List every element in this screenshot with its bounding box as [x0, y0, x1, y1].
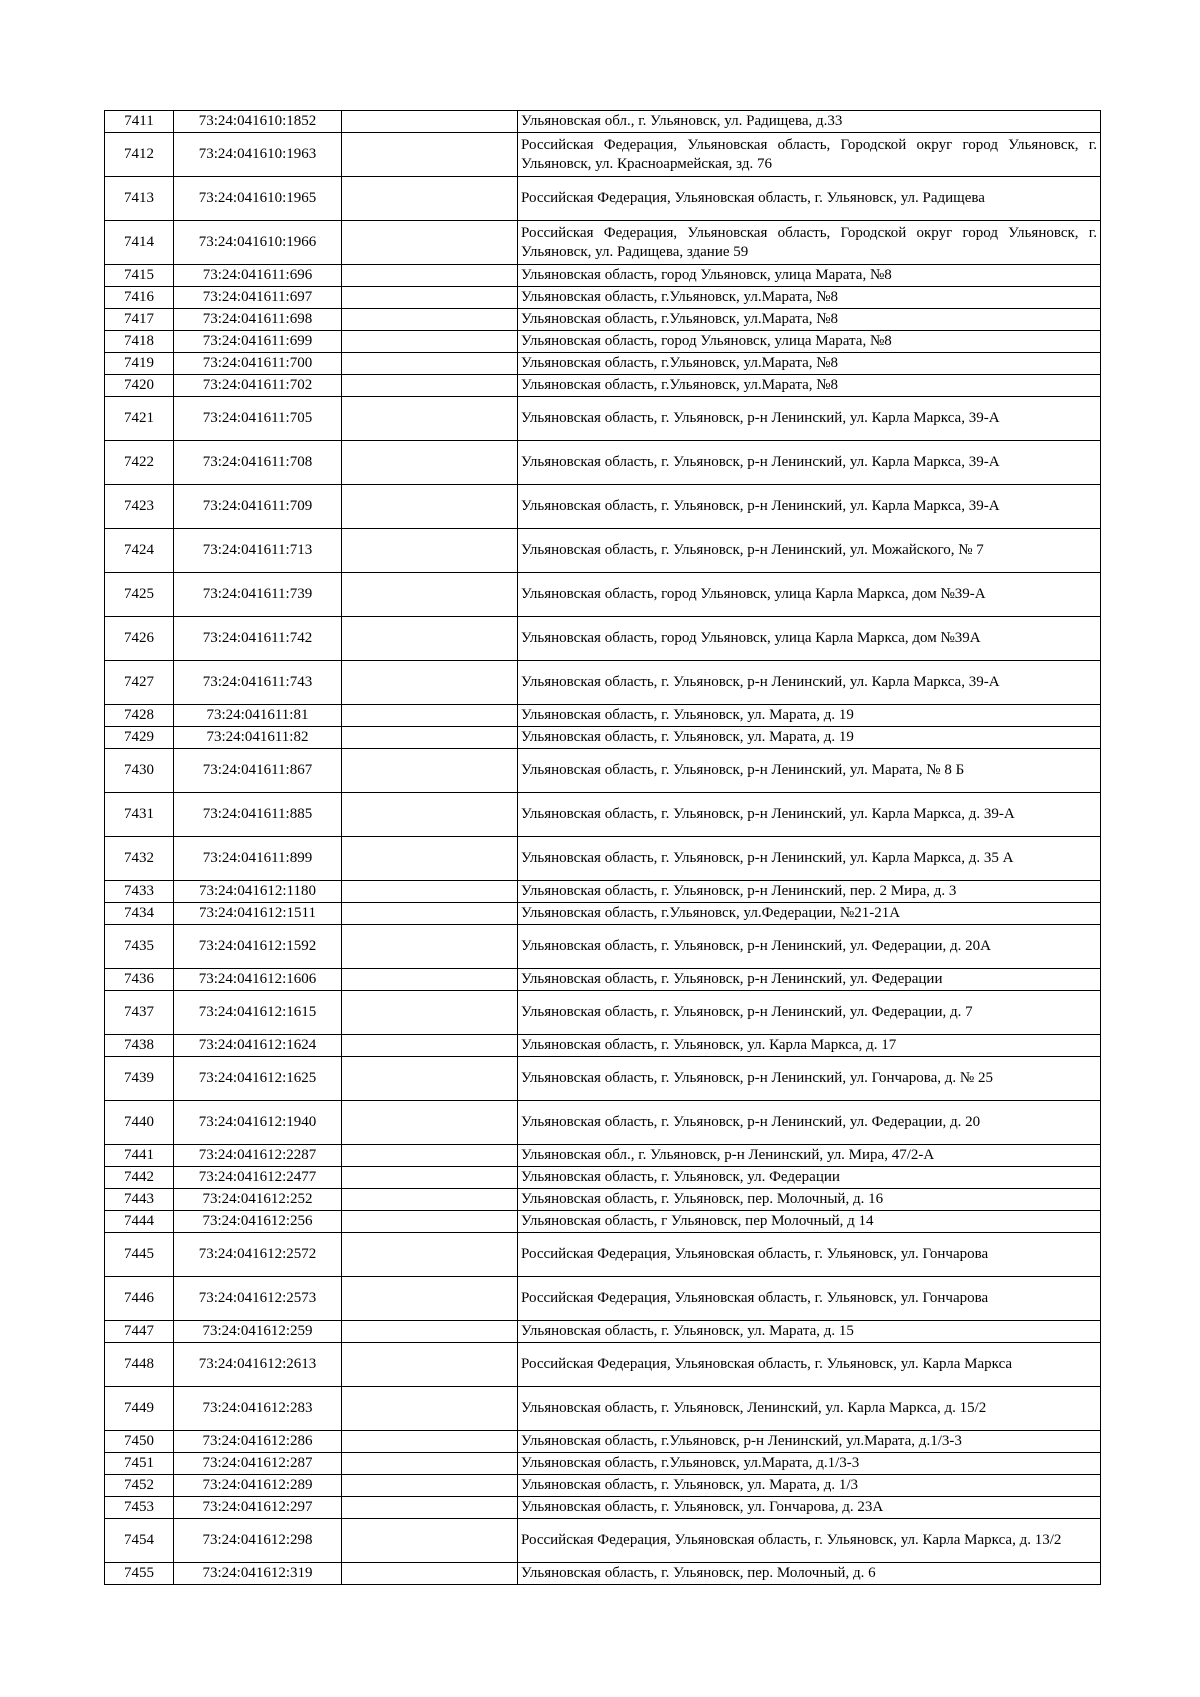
- table-row: [105, 1519, 1101, 1563]
- empty-cell: [342, 661, 518, 705]
- table-row: [105, 1189, 1101, 1211]
- cadastral-number-cell: 73:24:041611:702: [174, 375, 342, 397]
- table-row: [105, 661, 1101, 705]
- row-number-cell: 7436: [105, 969, 174, 991]
- cadastral-table: [104, 110, 1101, 1585]
- address-cell: Ульяновская область, г. Ульяновск, ул. Карла Маркса, д. 17: [518, 1035, 1101, 1057]
- table-row: [105, 1057, 1101, 1101]
- empty-cell: [342, 1233, 518, 1277]
- cadastral-number-cell: 73:24:041610:1852: [174, 111, 342, 133]
- table-row: [105, 1101, 1101, 1145]
- row-number-cell: 7434: [105, 903, 174, 925]
- address-cell: Ульяновская область, город Ульяновск, улица Карла Маркса, дом №39-А: [518, 573, 1101, 617]
- table-row: [105, 177, 1101, 221]
- cadastral-number-cell: 73:24:041611:739: [174, 573, 342, 617]
- empty-cell: [342, 793, 518, 837]
- row-number-cell: 7435: [105, 925, 174, 969]
- address-cell: Ульяновская область, город Ульяновск, улица Марата, №8: [518, 265, 1101, 287]
- row-number-cell: 7440: [105, 1101, 174, 1145]
- empty-cell: [342, 705, 518, 727]
- document-page: [104, 110, 1101, 1585]
- cadastral-number-cell: 73:24:041610:1965: [174, 177, 342, 221]
- cadastral-number-cell: 73:24:041612:289: [174, 1475, 342, 1497]
- table-row: [105, 1387, 1101, 1431]
- row-number-cell: 7412: [105, 133, 174, 177]
- empty-cell: [342, 1387, 518, 1431]
- address-cell: Ульяновская область, г. Ульяновск, р-н Ленинский, ул. Карла Маркса, 39-А: [518, 441, 1101, 485]
- address-cell: Ульяновская область, г. Ульяновск, ул. Марата, д. 15: [518, 1321, 1101, 1343]
- row-number-cell: 7429: [105, 727, 174, 749]
- empty-cell: [342, 881, 518, 903]
- cadastral-number-cell: 73:24:041611:82: [174, 727, 342, 749]
- empty-cell: [342, 617, 518, 661]
- table-row: [105, 111, 1101, 133]
- row-number-cell: 7432: [105, 837, 174, 881]
- table-row: [105, 903, 1101, 925]
- table-row: [105, 265, 1101, 287]
- empty-cell: [342, 1189, 518, 1211]
- cadastral-number-cell: 73:24:041611:743: [174, 661, 342, 705]
- cadastral-number-cell: 73:24:041612:2572: [174, 1233, 342, 1277]
- address-cell: Российская Федерация, Ульяновская область, Городской округ город Ульяновск, г. Ульяновск, ул. Радищева, здание 59: [518, 221, 1101, 265]
- address-cell: Ульяновская область, г. Ульяновск, пер. Молочный, д. 6: [518, 1563, 1101, 1585]
- row-number-cell: 7411: [105, 111, 174, 133]
- address-cell: Российская Федерация, Ульяновская область, г. Ульяновск, ул. Карла Маркса, д. 13/2: [518, 1519, 1101, 1563]
- address-cell: Ульяновская область, г.Ульяновск, р-н Ленинский, ул.Марата, д.1/3-3: [518, 1431, 1101, 1453]
- address-cell: Российская Федерация, Ульяновская область, г. Ульяновск, ул. Гончарова: [518, 1233, 1101, 1277]
- address-cell: Ульяновская область, г. Ульяновск, р-н Ленинский, ул. Марата, № 8 Б: [518, 749, 1101, 793]
- empty-cell: [342, 331, 518, 353]
- address-cell: Ульяновская область, г. Ульяновск, р-н Ленинский, ул. Федерации, д. 7: [518, 991, 1101, 1035]
- table-row: [105, 1167, 1101, 1189]
- row-number-cell: 7443: [105, 1189, 174, 1211]
- address-cell: Ульяновская область, г.Ульяновск, ул.Марата, №8: [518, 287, 1101, 309]
- row-number-cell: 7427: [105, 661, 174, 705]
- cadastral-number-cell: 73:24:041611:713: [174, 529, 342, 573]
- empty-cell: [342, 133, 518, 177]
- empty-cell: [342, 727, 518, 749]
- address-cell: Ульяновская область, г. Ульяновск, р-н Ленинский, ул. Карла Маркса, 39-А: [518, 397, 1101, 441]
- cadastral-number-cell: 73:24:041612:2287: [174, 1145, 342, 1167]
- table-row: [105, 309, 1101, 331]
- row-number-cell: 7454: [105, 1519, 174, 1563]
- table-row: [105, 1145, 1101, 1167]
- empty-cell: [342, 1343, 518, 1387]
- table-row: [105, 1277, 1101, 1321]
- cadastral-number-cell: 73:24:041612:256: [174, 1211, 342, 1233]
- row-number-cell: 7450: [105, 1431, 174, 1453]
- empty-cell: [342, 441, 518, 485]
- table-row: [105, 1211, 1101, 1233]
- row-number-cell: 7439: [105, 1057, 174, 1101]
- row-number-cell: 7423: [105, 485, 174, 529]
- row-number-cell: 7452: [105, 1475, 174, 1497]
- address-cell: Ульяновская область, г. Ульяновск, ул. Марата, д. 1/3: [518, 1475, 1101, 1497]
- address-cell: Ульяновская область, г. Ульяновск, Ленинский, ул. Карла Маркса, д. 15/2: [518, 1387, 1101, 1431]
- row-number-cell: 7444: [105, 1211, 174, 1233]
- table-row: [105, 573, 1101, 617]
- address-cell: Ульяновская область, г. Ульяновск, ул. Гончарова, д. 23А: [518, 1497, 1101, 1519]
- table-row: [105, 485, 1101, 529]
- cadastral-number-cell: 73:24:041612:1511: [174, 903, 342, 925]
- table-row: [105, 705, 1101, 727]
- row-number-cell: 7425: [105, 573, 174, 617]
- empty-cell: [342, 1101, 518, 1145]
- empty-cell: [342, 1035, 518, 1057]
- empty-cell: [342, 1497, 518, 1519]
- table-row: [105, 1497, 1101, 1519]
- cadastral-number-cell: 73:24:041610:1963: [174, 133, 342, 177]
- row-number-cell: 7438: [105, 1035, 174, 1057]
- empty-cell: [342, 1321, 518, 1343]
- row-number-cell: 7446: [105, 1277, 174, 1321]
- address-cell: Ульяновская область, г. Ульяновск, пер. Молочный, д. 16: [518, 1189, 1101, 1211]
- cadastral-number-cell: 73:24:041612:259: [174, 1321, 342, 1343]
- cadastral-number-cell: 73:24:041612:283: [174, 1387, 342, 1431]
- row-number-cell: 7428: [105, 705, 174, 727]
- table-row: [105, 1475, 1101, 1497]
- cadastral-number-cell: 73:24:041612:1624: [174, 1035, 342, 1057]
- row-number-cell: 7448: [105, 1343, 174, 1387]
- table-row: [105, 1431, 1101, 1453]
- cadastral-number-cell: 73:24:041612:1180: [174, 881, 342, 903]
- empty-cell: [342, 991, 518, 1035]
- empty-cell: [342, 485, 518, 529]
- address-cell: Ульяновская область, г. Ульяновск, р-н Ленинский, ул. Гончарова, д. № 25: [518, 1057, 1101, 1101]
- table-row: [105, 133, 1101, 177]
- row-number-cell: 7449: [105, 1387, 174, 1431]
- address-cell: Ульяновская область, г.Ульяновск, ул.Федерации, №21-21А: [518, 903, 1101, 925]
- row-number-cell: 7431: [105, 793, 174, 837]
- table-row: [105, 749, 1101, 793]
- cadastral-number-cell: 73:24:041611:709: [174, 485, 342, 529]
- address-cell: Ульяновская область, г. Ульяновск, р-н Ленинский, ул. Федерации, д. 20А: [518, 925, 1101, 969]
- empty-cell: [342, 177, 518, 221]
- table-row: [105, 617, 1101, 661]
- address-cell: Российская Федерация, Ульяновская область, г. Ульяновск, ул. Гончарова: [518, 1277, 1101, 1321]
- cadastral-number-cell: 73:24:041611:899: [174, 837, 342, 881]
- address-cell: Ульяновская область, г. Ульяновск, р-н Ленинский, ул. Карла Маркса, д. 39-А: [518, 793, 1101, 837]
- address-cell: Ульяновская область, г. Ульяновск, р-н Ленинский, ул. Карла Маркса, 39-А: [518, 661, 1101, 705]
- row-number-cell: 7416: [105, 287, 174, 309]
- empty-cell: [342, 837, 518, 881]
- address-cell: Ульяновская обл., г. Ульяновск, ул. Радищева, д.33: [518, 111, 1101, 133]
- table-row: [105, 793, 1101, 837]
- address-cell: Ульяновская область, г. Ульяновск, ул. Марата, д. 19: [518, 705, 1101, 727]
- row-number-cell: 7422: [105, 441, 174, 485]
- empty-cell: [342, 749, 518, 793]
- row-number-cell: 7453: [105, 1497, 174, 1519]
- address-cell: Ульяновская область, г.Ульяновск, ул.Марата, д.1/3-3: [518, 1453, 1101, 1475]
- cadastral-number-cell: 73:24:041612:298: [174, 1519, 342, 1563]
- cadastral-number-cell: 73:24:041611:696: [174, 265, 342, 287]
- cadastral-number-cell: 73:24:041611:697: [174, 287, 342, 309]
- row-number-cell: 7442: [105, 1167, 174, 1189]
- empty-cell: [342, 1211, 518, 1233]
- table-row: [105, 331, 1101, 353]
- cadastral-number-cell: 73:24:041612:2613: [174, 1343, 342, 1387]
- table-row: [105, 441, 1101, 485]
- empty-cell: [342, 111, 518, 133]
- address-cell: Ульяновская область, г. Ульяновск, р-н Ленинский, ул. Карла Маркса, 39-А: [518, 485, 1101, 529]
- table-row: [105, 969, 1101, 991]
- row-number-cell: 7455: [105, 1563, 174, 1585]
- table-row: [105, 353, 1101, 375]
- row-number-cell: 7437: [105, 991, 174, 1035]
- address-cell: Ульяновская область, г.Ульяновск, ул.Марата, №8: [518, 309, 1101, 331]
- empty-cell: [342, 1145, 518, 1167]
- row-number-cell: 7415: [105, 265, 174, 287]
- row-number-cell: 7424: [105, 529, 174, 573]
- table-row: [105, 375, 1101, 397]
- address-cell: Ульяновская область, г. Ульяновск, ул. Федерации: [518, 1167, 1101, 1189]
- address-cell: Российская Федерация, Ульяновская область, г. Ульяновск, ул. Карла Маркса: [518, 1343, 1101, 1387]
- table-row: [105, 991, 1101, 1035]
- address-cell: Ульяновская область, г. Ульяновск, р-н Ленинский, ул. Можайского, № 7: [518, 529, 1101, 573]
- row-number-cell: 7433: [105, 881, 174, 903]
- empty-cell: [342, 925, 518, 969]
- cadastral-number-cell: 73:24:041612:2477: [174, 1167, 342, 1189]
- row-number-cell: 7430: [105, 749, 174, 793]
- table-row: [105, 221, 1101, 265]
- empty-cell: [342, 1277, 518, 1321]
- empty-cell: [342, 309, 518, 331]
- row-number-cell: 7414: [105, 221, 174, 265]
- row-number-cell: 7421: [105, 397, 174, 441]
- address-cell: Ульяновская область, город Ульяновск, улица Марата, №8: [518, 331, 1101, 353]
- table-row: [105, 397, 1101, 441]
- cadastral-number-cell: 73:24:041612:287: [174, 1453, 342, 1475]
- cadastral-number-cell: 73:24:041612:1625: [174, 1057, 342, 1101]
- table-row: [105, 1035, 1101, 1057]
- cadastral-number-cell: 73:24:041612:2573: [174, 1277, 342, 1321]
- empty-cell: [342, 969, 518, 991]
- address-cell: Ульяновская область, г. Ульяновск, р-н Ленинский, ул. Федерации, д. 20: [518, 1101, 1101, 1145]
- row-number-cell: 7418: [105, 331, 174, 353]
- address-cell: Ульяновская область, г.Ульяновск, ул.Марата, №8: [518, 353, 1101, 375]
- row-number-cell: 7419: [105, 353, 174, 375]
- address-cell: Ульяновская область, г.Ульяновск, ул.Марата, №8: [518, 375, 1101, 397]
- address-cell: Российская Федерация, Ульяновская область, Городской округ город Ульяновск, г. Ульяновск, ул. Красноармейская, зд. 76: [518, 133, 1101, 177]
- row-number-cell: 7447: [105, 1321, 174, 1343]
- cadastral-number-cell: 73:24:041612:252: [174, 1189, 342, 1211]
- empty-cell: [342, 573, 518, 617]
- empty-cell: [342, 1057, 518, 1101]
- empty-cell: [342, 221, 518, 265]
- row-number-cell: 7417: [105, 309, 174, 331]
- empty-cell: [342, 903, 518, 925]
- empty-cell: [342, 397, 518, 441]
- table-row: [105, 529, 1101, 573]
- cadastral-number-cell: 73:24:041612:1940: [174, 1101, 342, 1145]
- table-row: [105, 837, 1101, 881]
- address-cell: Ульяновская область, г Ульяновск, пер Молочный, д 14: [518, 1211, 1101, 1233]
- empty-cell: [342, 1431, 518, 1453]
- table-row: [105, 727, 1101, 749]
- row-number-cell: 7451: [105, 1453, 174, 1475]
- cadastral-number-cell: 73:24:041611:867: [174, 749, 342, 793]
- cadastral-number-cell: 73:24:041611:885: [174, 793, 342, 837]
- cadastral-number-cell: 73:24:041611:742: [174, 617, 342, 661]
- cadastral-number-cell: 73:24:041612:1592: [174, 925, 342, 969]
- empty-cell: [342, 287, 518, 309]
- address-cell: Ульяновская область, г. Ульяновск, р-н Ленинский, ул. Карла Маркса, д. 35 А: [518, 837, 1101, 881]
- empty-cell: [342, 1475, 518, 1497]
- row-number-cell: 7445: [105, 1233, 174, 1277]
- cadastral-number-cell: 73:24:041612:286: [174, 1431, 342, 1453]
- address-cell: Российская Федерация, Ульяновская область, г. Ульяновск, ул. Радищева: [518, 177, 1101, 221]
- empty-cell: [342, 529, 518, 573]
- row-number-cell: 7420: [105, 375, 174, 397]
- table-row: [105, 1453, 1101, 1475]
- cadastral-number-cell: 73:24:041611:81: [174, 705, 342, 727]
- cadastral-number-cell: 73:24:041612:319: [174, 1563, 342, 1585]
- row-number-cell: 7426: [105, 617, 174, 661]
- table-row: [105, 287, 1101, 309]
- empty-cell: [342, 1563, 518, 1585]
- cadastral-number-cell: 73:24:041611:699: [174, 331, 342, 353]
- cadastral-number-cell: 73:24:041610:1966: [174, 221, 342, 265]
- row-number-cell: 7441: [105, 1145, 174, 1167]
- cadastral-number-cell: 73:24:041612:297: [174, 1497, 342, 1519]
- cadastral-number-cell: 73:24:041611:708: [174, 441, 342, 485]
- empty-cell: [342, 375, 518, 397]
- cadastral-number-cell: 73:24:041611:705: [174, 397, 342, 441]
- table-row: [105, 1321, 1101, 1343]
- table-row: [105, 1233, 1101, 1277]
- address-cell: Ульяновская область, город Ульяновск, улица Карла Маркса, дом №39А: [518, 617, 1101, 661]
- table-row: [105, 925, 1101, 969]
- cadastral-number-cell: 73:24:041611:698: [174, 309, 342, 331]
- table-body: [105, 111, 1101, 1585]
- table-row: [105, 1563, 1101, 1585]
- empty-cell: [342, 1453, 518, 1475]
- address-cell: Ульяновская обл., г. Ульяновск, р-н Ленинский, ул. Мира, 47/2-А: [518, 1145, 1101, 1167]
- table-row: [105, 881, 1101, 903]
- cadastral-number-cell: 73:24:041612:1615: [174, 991, 342, 1035]
- empty-cell: [342, 353, 518, 375]
- address-cell: Ульяновская область, г. Ульяновск, р-н Ленинский, пер. 2 Мира, д. 3: [518, 881, 1101, 903]
- table-row: [105, 1343, 1101, 1387]
- empty-cell: [342, 1167, 518, 1189]
- empty-cell: [342, 265, 518, 287]
- row-number-cell: 7413: [105, 177, 174, 221]
- cadastral-number-cell: 73:24:041611:700: [174, 353, 342, 375]
- address-cell: Ульяновская область, г. Ульяновск, р-н Ленинский, ул. Федерации: [518, 969, 1101, 991]
- cadastral-number-cell: 73:24:041612:1606: [174, 969, 342, 991]
- empty-cell: [342, 1519, 518, 1563]
- address-cell: Ульяновская область, г. Ульяновск, ул. Марата, д. 19: [518, 727, 1101, 749]
